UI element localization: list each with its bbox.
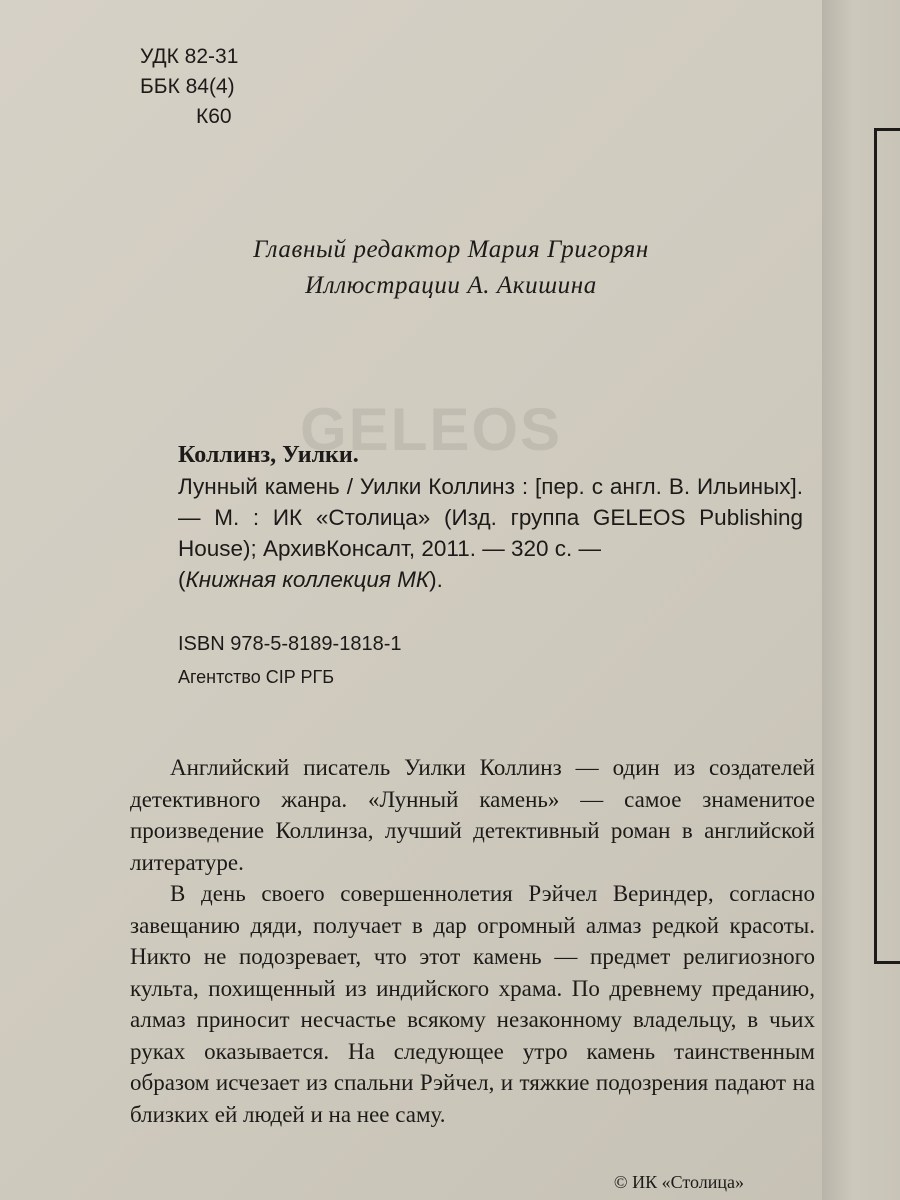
annotation-paragraph: Английский писатель Уилки Коллинз — один из создателей детективного жанра. «Лунный камень» — самое знаменитое произведение Коллинза, лучший детективный роман в английской литературе. [130, 755, 815, 875]
bibliographic-record [178, 440, 803, 595]
isbn: ISBN 978-5-8189-1818-1 [178, 633, 402, 655]
series-close: ). [429, 567, 443, 592]
udk-code: УДК 82-31 [140, 45, 239, 68]
adjacent-page-edge [822, 0, 900, 1200]
decorative-frame [874, 128, 900, 964]
credits [0, 232, 822, 304]
classification-codes [140, 42, 238, 132]
cip-agency: Агентство CIP РГБ [178, 667, 335, 687]
editor-credit: Главный редактор Мария Григорян [253, 236, 649, 263]
record-author: Коллинз, Уилки. [178, 442, 359, 468]
series-name: Книжная коллекция МК [185, 567, 430, 592]
record-text: Лунный камень / Уилки Коллинз : [пер. с англ. В. Ильиных]. — М. : ИК «Столица» (Изд. группа GELEOS Publishing House); АрхивКонсалт, 2011. — 320 с. — [178, 474, 803, 561]
series-open: ( [178, 567, 186, 592]
publication-meta [178, 628, 401, 694]
copyright-notice: © ИК «Столица» [613, 1172, 744, 1192]
bbk-code: ББК 84(4) [140, 75, 235, 98]
annotation [130, 752, 815, 1130]
author-mark: К60 [196, 105, 232, 128]
bleed-through-logo: GELEOS [300, 396, 563, 463]
record-description [178, 471, 803, 595]
illustrations-credit: Иллюстрации А. Акишина [305, 272, 597, 299]
annotation-paragraph: В день своего совершеннолетия Рэйчел Вериндер, согласно завещанию дяди, получает в дар огромный алмаз редкой красоты. Никто не подозревает, что этот камень — предмет религиозного культа, похищенный из индийского храма. По древнему преданию, алмаз приносит несчастье всякому незаконному владельцу, в чьих руках оказывается. На следующее утро камень таинственным образом исчезает из спальни Рэйчел, и тяжкие подозрения падают на близких ей людей и на нее саму. [130, 881, 815, 1127]
